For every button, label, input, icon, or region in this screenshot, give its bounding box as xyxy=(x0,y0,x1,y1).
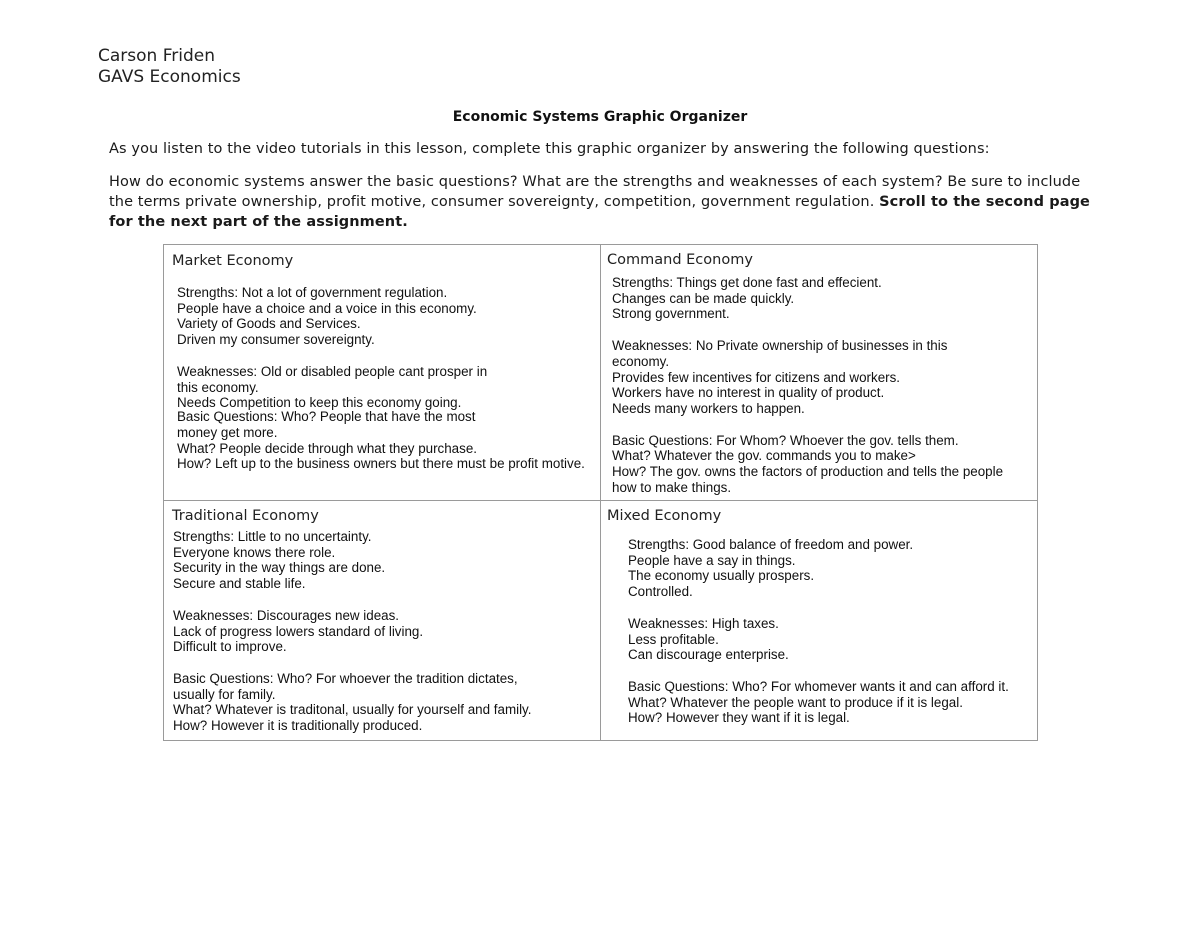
text-line: What? Whatever is traditonal, usually for yourself and family. xyxy=(173,702,532,718)
cell-body xyxy=(173,529,600,734)
text-line: Security in the way things are done. xyxy=(173,560,386,576)
text-line: Driven my consumer sovereignty. xyxy=(177,332,375,348)
question-text: How do economic systems answer the basic questions? What are the strengths and weaknesses of each system? Be sure to include the terms private ownership, profit motive, consumer sovereignty, competition, government regulation. xyxy=(109,174,1081,210)
spacer xyxy=(612,417,1037,433)
text-line: Basic Questions: Who? For whomever wants it and can afford it. xyxy=(628,678,1009,694)
text-line: Strengths: Things get done fast and effecient. xyxy=(612,275,882,290)
spacer xyxy=(177,348,600,364)
text-line: How? However it is traditionally produced. xyxy=(173,718,423,734)
text-line: usually for family. xyxy=(173,686,276,702)
text-line: Difficult to improve. xyxy=(173,639,287,655)
spacer xyxy=(628,663,1037,679)
text-line: Can discourage enterprise. xyxy=(628,647,789,663)
student-name: Carson Friden xyxy=(98,46,215,66)
text-line: The economy usually prospers. xyxy=(628,568,815,584)
text-line: Secure and stable life. xyxy=(173,576,306,592)
cell-body xyxy=(628,537,1037,726)
text-line: Basic Questions: Who? People that have the most xyxy=(177,409,476,425)
text-line: Weaknesses: No Private ownership of businesses in this xyxy=(612,338,948,354)
text-line: Less profitable. xyxy=(628,631,719,647)
scroll-instruction: Scroll to the second page for the next part of the assignment. xyxy=(109,194,1090,230)
text-line: Everyone knows there role. xyxy=(173,544,336,560)
cell-title: Mixed Economy xyxy=(607,508,722,524)
text-line: this economy. xyxy=(177,379,259,395)
text-line: Workers have no interest in quality of product. xyxy=(612,385,885,401)
mixed-economy-cell[interactable] xyxy=(601,501,1038,741)
spacer xyxy=(612,322,1037,338)
text-line: People have a choice and a voice in this economy. xyxy=(177,300,477,316)
text-line: How? Left up to the business owners but there must be profit motive. xyxy=(177,456,585,472)
text-line: Needs many workers to happen. xyxy=(612,400,805,416)
text-line: Lack of progress lowers standard of living. xyxy=(173,623,424,639)
text-line: economy. xyxy=(612,353,670,369)
course-name: GAVS Economics xyxy=(98,67,241,87)
text-line: how to make things. xyxy=(612,479,732,495)
cell-title: Market Economy xyxy=(172,253,294,269)
document-header xyxy=(98,46,241,88)
graphic-organizer-table xyxy=(163,244,1038,741)
text-line: Basic Questions: For Whom? Whoever the gov. tells them. xyxy=(612,432,959,448)
text-line: Strengths: Little to no uncertainty. xyxy=(173,529,372,544)
text-line: Weaknesses: Discourages new ideas. xyxy=(173,607,400,623)
text-line: Weaknesses: Old or disabled people cant prosper in xyxy=(177,363,488,379)
text-line: Strengths: Not a lot of government regulation. xyxy=(177,285,448,300)
text-line: Controlled. xyxy=(628,584,693,600)
text-line: What? Whatever the people want to produce if it is legal. xyxy=(628,694,963,710)
text-line: People have a say in things. xyxy=(628,552,796,568)
spacer xyxy=(173,592,600,608)
text-line: Needs Competition to keep this economy going. xyxy=(177,395,462,411)
spacer xyxy=(173,655,600,671)
intro-paragraph: As you listen to the video tutorials in this lesson, complete this graphic organizer by answering the following questions: xyxy=(109,141,990,157)
text-line: Strengths: Good balance of freedom and power. xyxy=(628,537,914,552)
command-economy-cell[interactable] xyxy=(601,245,1038,501)
text-line: Weaknesses: High taxes. xyxy=(628,615,779,631)
text-line: Variety of Goods and Services. xyxy=(177,316,361,332)
text-line: Basic Questions: Who? For whoever the tradition dictates, xyxy=(173,670,518,686)
text-line: Provides few incentives for citizens and workers. xyxy=(612,369,901,385)
text-line: money get more. xyxy=(177,424,278,440)
text-line: How? However they want if it is legal. xyxy=(628,710,850,726)
spacer xyxy=(628,600,1037,616)
document-title: Economic Systems Graphic Organizer xyxy=(452,109,748,125)
text-line: Changes can be made quickly. xyxy=(612,290,795,306)
text-line: What? People decide through what they purchase. xyxy=(177,440,477,456)
market-economy-cell[interactable] xyxy=(164,245,601,501)
cell-title: Traditional Economy xyxy=(172,508,319,524)
cell-body xyxy=(612,275,1037,495)
text-line: Strong government. xyxy=(612,306,730,322)
text-line: How? The gov. owns the factors of production and tells the people xyxy=(612,464,1004,480)
text-line: What? Whatever the gov. commands you to make> xyxy=(612,448,916,464)
cell-body xyxy=(177,285,600,472)
question-paragraph xyxy=(109,172,1094,232)
cell-title: Command Economy xyxy=(607,252,753,268)
traditional-economy-cell[interactable] xyxy=(164,501,601,741)
